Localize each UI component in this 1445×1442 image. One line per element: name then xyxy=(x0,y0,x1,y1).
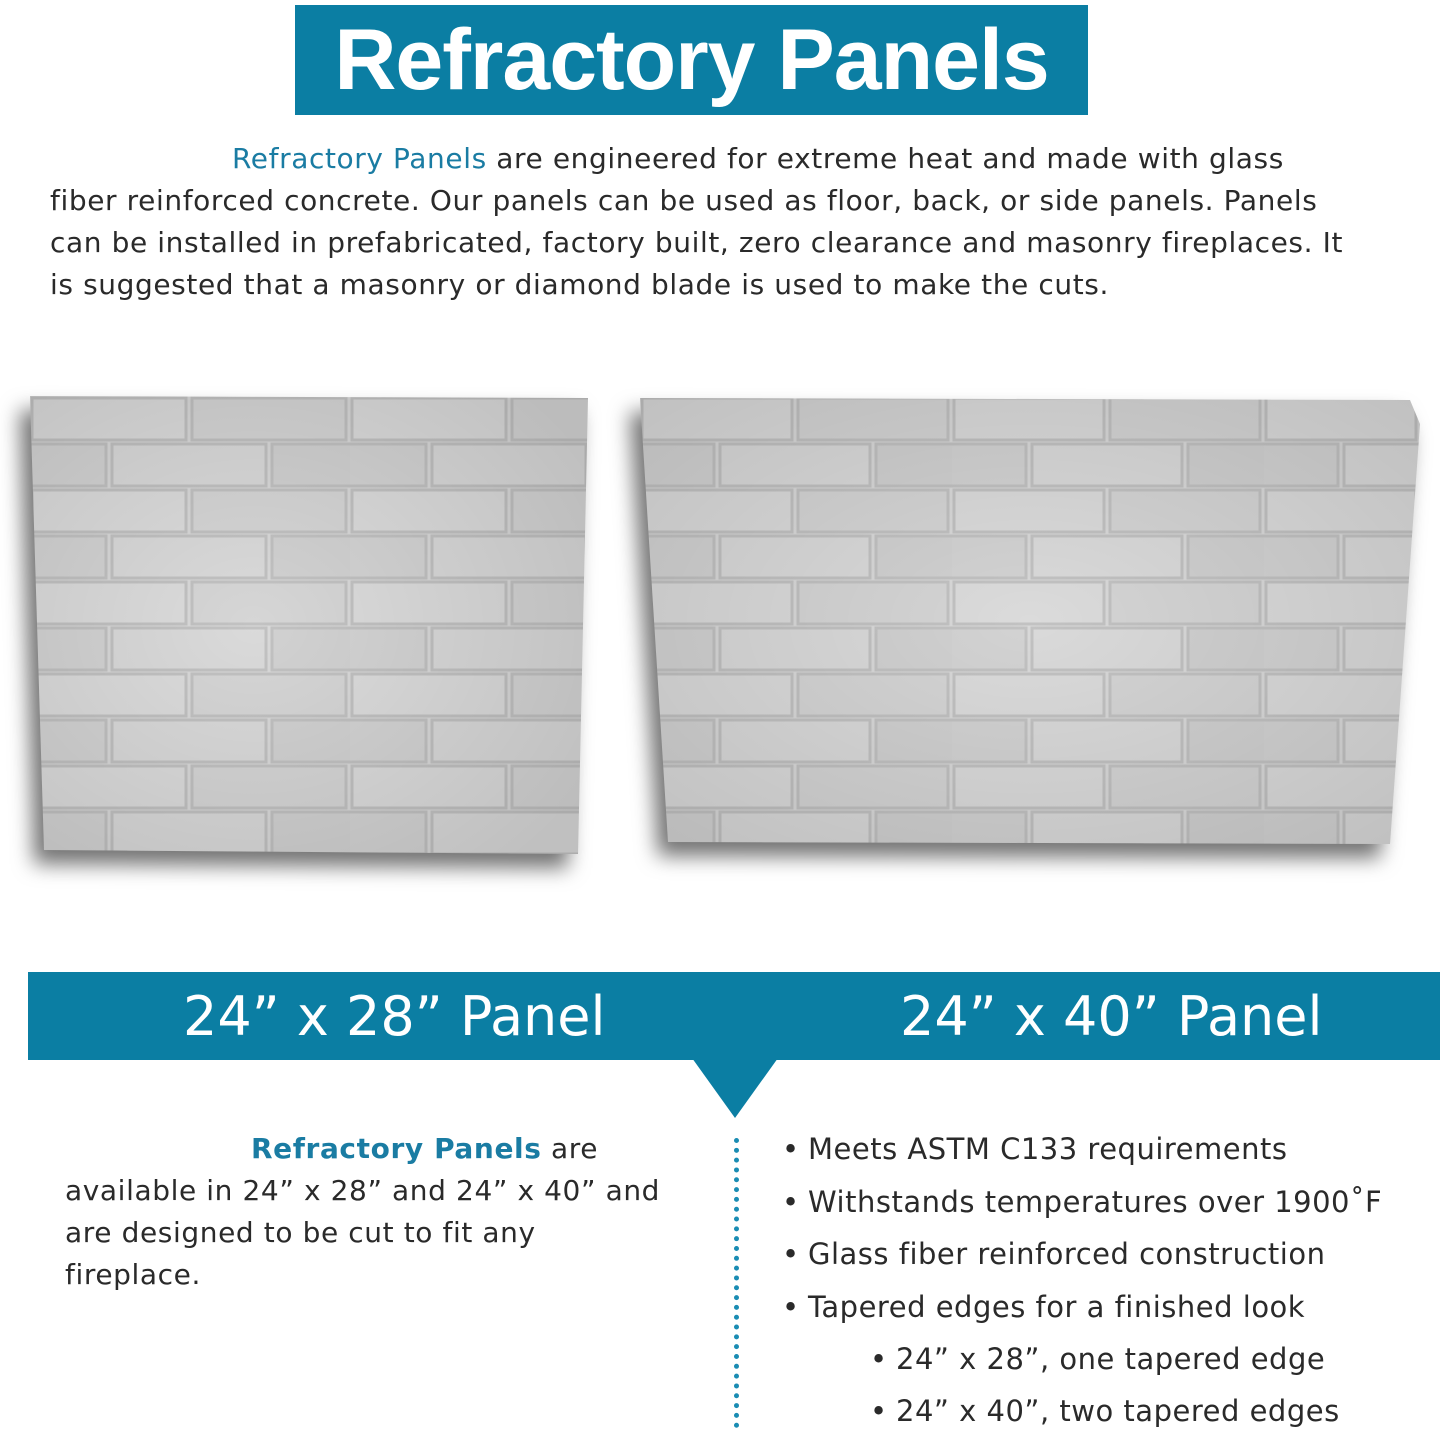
list-item xyxy=(782,1233,1422,1286)
feature-text: Withstands temperatures over 1900˚F xyxy=(808,1184,1383,1219)
availability-text: are available in 24” x 28” and 24” x 40” and are designed to be cut to fit any fireplace. xyxy=(65,1132,661,1291)
panel-24x28-image xyxy=(30,396,590,858)
bullet-icon: • xyxy=(870,1394,888,1428)
feature-text: Meets ASTM C133 requirements xyxy=(808,1132,1288,1166)
band-pointer xyxy=(692,1058,778,1118)
bullet-icon: • xyxy=(782,1237,800,1271)
list-item xyxy=(782,1128,1422,1181)
list-item xyxy=(782,1286,1422,1339)
panel-24x28-label: 24” x 28” Panel xyxy=(183,984,606,1048)
title-banner xyxy=(295,5,1088,115)
dotted-divider xyxy=(734,1138,739,1428)
bullet-icon: • xyxy=(782,1132,800,1166)
list-item xyxy=(782,1390,1422,1442)
feature-list xyxy=(782,1128,1422,1442)
panel-24x40-image xyxy=(640,396,1422,850)
list-item xyxy=(782,1338,1422,1390)
availability-brand: Refractory Panels xyxy=(251,1132,542,1165)
page-title: Refractory Panels xyxy=(334,12,1049,108)
panel-size-band xyxy=(28,972,1440,1060)
intro-brand: Refractory Panels xyxy=(232,142,487,175)
panel-24x40-label: 24” x 40” Panel xyxy=(900,984,1323,1048)
feature-text: 24” x 40”, two tapered edges xyxy=(896,1394,1340,1428)
intro-paragraph xyxy=(50,138,1350,306)
bullet-icon: • xyxy=(782,1289,800,1324)
feature-text: Tapered edges for a finished look xyxy=(808,1289,1306,1324)
feature-text: Glass fiber reinforced construction xyxy=(808,1237,1326,1271)
bullet-icon: • xyxy=(870,1342,888,1376)
bullet-icon: • xyxy=(782,1184,800,1219)
intro-text: are engineered for extreme heat and made with glass fiber reinforced concrete. Our panels can be used as floor, back, or side panels. Panels can be installed in prefabricated, factory built, zero clearance and masonry fireplaces. It is suggested that a masonry or diamond blade is used to make the cuts. xyxy=(50,142,1344,301)
feature-text: 24” x 28”, one tapered edge xyxy=(896,1342,1326,1376)
list-item xyxy=(782,1181,1422,1234)
availability-paragraph xyxy=(65,1128,665,1296)
